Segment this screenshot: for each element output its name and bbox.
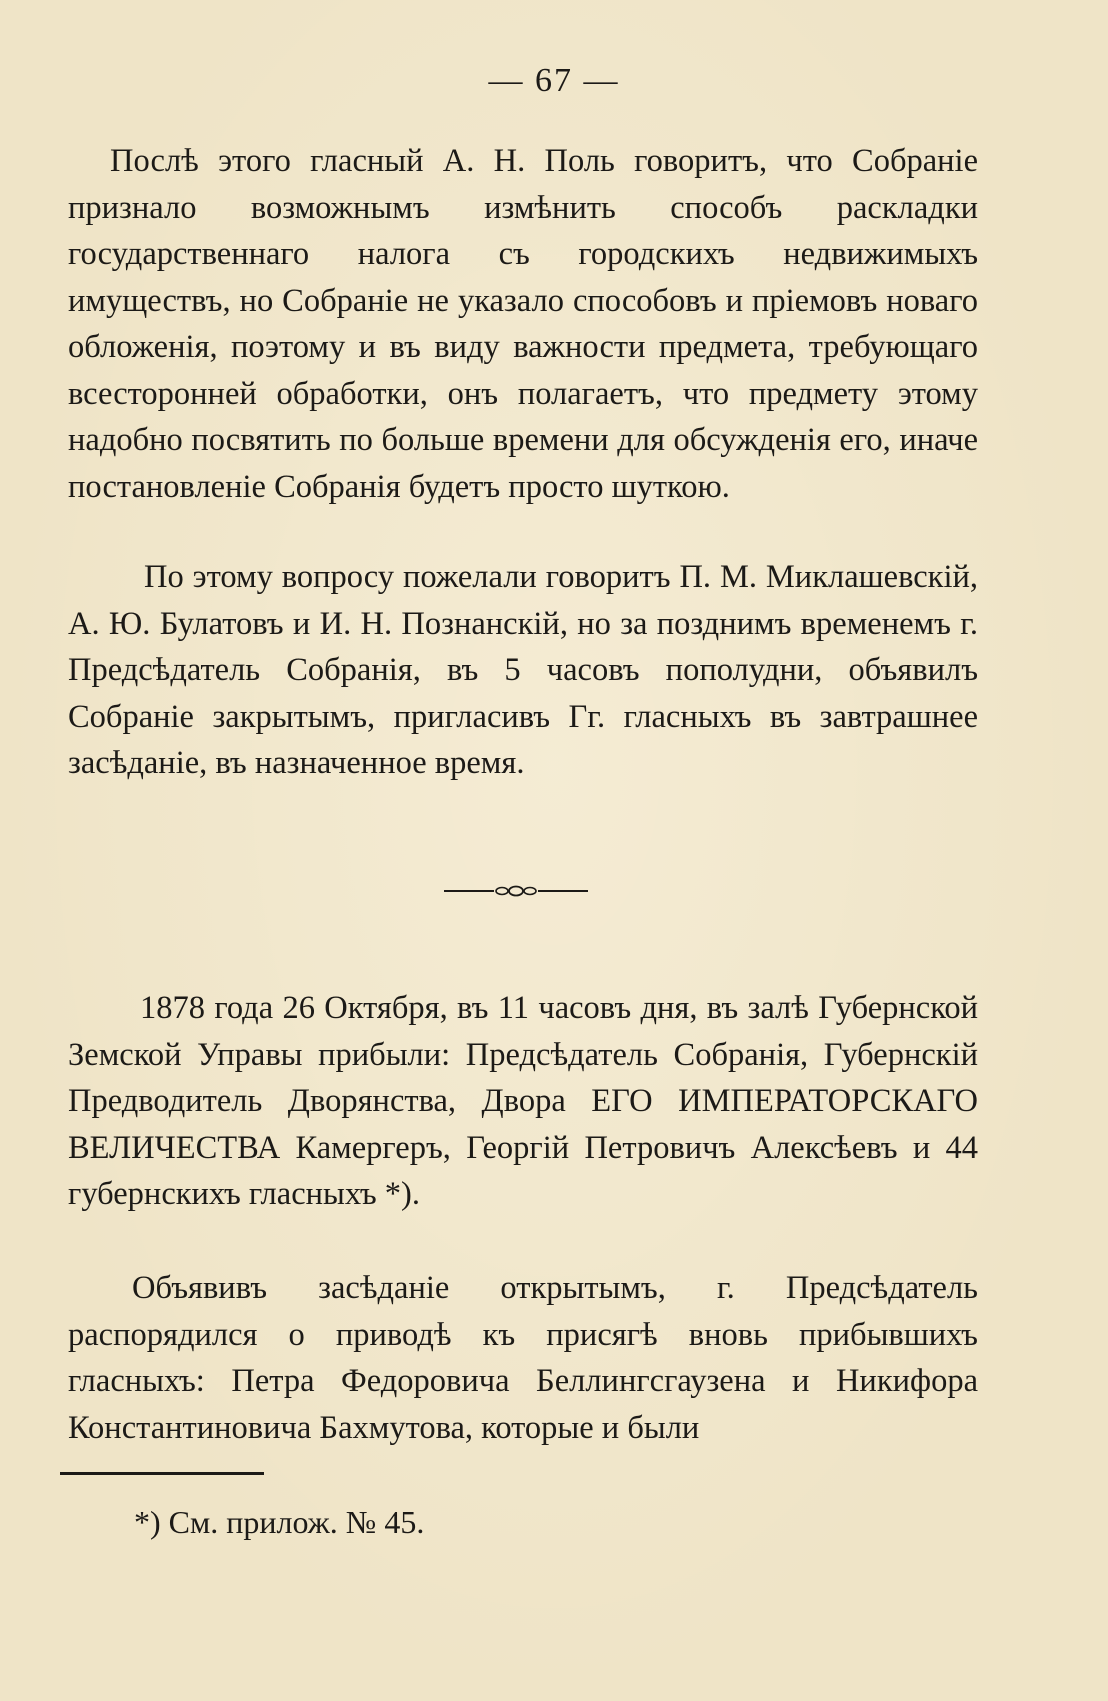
footnote-rule	[60, 1472, 264, 1475]
footnote: *) См. прилож. № 45.	[134, 1504, 425, 1540]
page-number: — 67 —	[488, 62, 620, 99]
paragraph-3: 1878 года 26 Октября, въ 11 часовъ дня, въ залѣ Губернской Земской Управы прибыли: Предсѣдатель Собранія, Губернскій Предводитель Дворянства, Двора ЕГО ИМПЕРАТОРСКАГО ВЕЛИЧЕСТВА Камергеръ, Георгій Петровичъ Алексѣевъ и 44 губернскихъ гласныхъ *).	[68, 990, 978, 1212]
section-divider-ornament	[444, 883, 588, 899]
paragraph-1: Послѣ этого гласный А. Н. Поль говоритъ, что Собраніе признало возможнымъ измѣнить способъ раскладки государственнаго налога съ городскихъ недвижимыхъ имуществъ, но Собраніе не указало способовъ и пріемовъ новаго обложенія, поэтому и въ виду важности предмета, требующаго всесторонней обработки, онъ полагаетъ, что предмету этому надобно посвятить по больше времени для обсужденія его, иначе постановленіе Собранія будетъ просто шуткою.	[68, 143, 978, 505]
paragraph-2: По этому вопросу пожелали говоритъ П. М. Миклашевскій, А. Ю. Булатовъ и И. Н. Познанскій, но за позднимъ временемъ г. Предсѣдатель Собранія, въ 5 часовъ пополудни, объявилъ Собраніе закрытымъ, пригласивъ Гг. гласныхъ въ завтрашнее засѣданіе, въ назначенное время.	[68, 559, 978, 781]
paragraph-4: Объявивъ засѣданіе открытымъ, г. Предсѣдатель распорядился о приводѣ къ присягѣ вновь прибывшихъ гласныхъ: Петра Федоровича Беллингсгаузена и Никифора Константиновича Бахмутова, которые и были	[68, 1270, 978, 1446]
